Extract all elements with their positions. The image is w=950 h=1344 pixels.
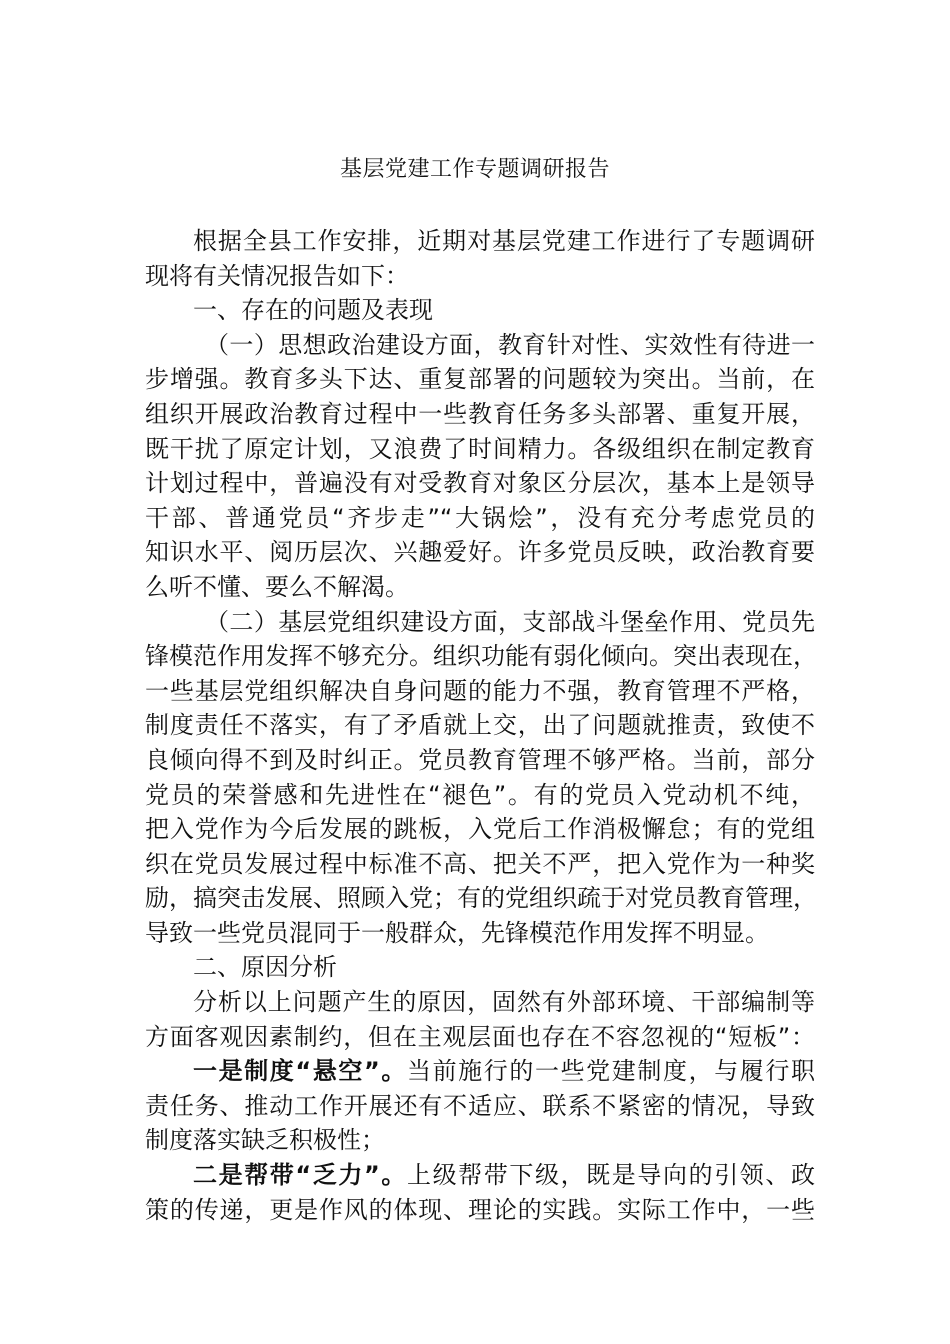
line-text: 当前施行的一些党建制度，与履行职 xyxy=(406,1057,816,1086)
paragraph-line: 良倾向得不到及时纠正。党员教育管理不够严格。当前，部分 xyxy=(145,745,815,774)
paragraph-line: 励，搞突击发展、照顾入党；有的党组织疏于对党员教育管理， xyxy=(145,884,817,913)
paragraph-line: 导致一些党员混同于一般群众，先锋模范作用发挥不明显。 xyxy=(145,918,769,947)
paragraph-line: 干部、普通党员“齐步走”“大锅烩”，没有充分考虑党员的 xyxy=(145,503,815,532)
paragraph-line: 把入党作为今后发展的跳板，入党后工作消极懈怠；有的党组 xyxy=(145,815,815,844)
section-heading: 二、原因分析 xyxy=(193,953,337,982)
paragraph-line: 责任务、推动工作开展还有不适应、联系不紧密的情况，导致 xyxy=(145,1091,815,1120)
paragraph-line: 根据全县工作安排，近期对基层党建工作进行了专题调研 xyxy=(193,227,815,255)
paragraph-line: 既干扰了原定计划，又浪费了时间精力。各级组织在制定教育 xyxy=(145,434,815,463)
paragraph-line: 织在党员发展过程中标准不高、把关不严，把入党作为一种奖 xyxy=(145,849,815,878)
paragraph-line: 么听不懂、要么不解渴。 xyxy=(145,572,409,601)
paragraph-line: 知识水平、阅历层次、兴趣爱好。许多党员反映，政治教育要 xyxy=(145,538,815,567)
paragraph-line: 分析以上问题产生的原因，固然有外部环境、干部编制等 xyxy=(193,988,815,1017)
paragraph-line xyxy=(145,1054,815,1089)
line-text: 上级帮带下级，既是导向的引领、政 xyxy=(406,1161,816,1190)
paragraph-line: 制度责任不落实，有了矛盾就上交，出了问题就推责，致使不 xyxy=(145,711,815,740)
paragraph-line: 方面客观因素制约，但在主观层面也存在不容忽视的“短板”： xyxy=(145,1022,815,1051)
bold-lead-text: 一是制度“悬空”。 xyxy=(193,1057,407,1086)
section-heading: 一、存在的问题及表现 xyxy=(193,296,433,325)
paragraph-line: 制度落实缺乏积极性； xyxy=(145,1126,385,1155)
paragraph-line: 党员的荣誉感和先进性在“褪色”。有的党员入党动机不纯， xyxy=(145,780,815,809)
page-title: 基层党建工作专题调研报告 xyxy=(339,157,610,182)
bold-lead-text: 二是帮带“乏力”。 xyxy=(193,1161,407,1190)
document-body xyxy=(145,224,815,1227)
paragraph-line: 计划过程中，普遍没有对受教育对象区分层次，基本上是领导 xyxy=(145,469,815,498)
paragraph-line xyxy=(145,1158,815,1193)
paragraph-line: （二）基层党组织建设方面，支部战斗堡垒作用、党员先 xyxy=(205,607,815,636)
paragraph-line: 一些基层党组织解决自身问题的能力不强，教育管理不严格， xyxy=(145,676,815,705)
paragraph-line: （一）思想政治建设方面，教育针对性、实效性有待进一 xyxy=(205,330,815,359)
paragraph-line: 步增强。教育多头下达、重复部署的问题较为突出。当前，在 xyxy=(145,365,815,394)
paragraph-line: 策的传递，更是作风的体现、理论的实践。实际工作中，一些 xyxy=(145,1195,815,1224)
paragraph-line: 现将有关情况报告如下： xyxy=(145,261,409,290)
paragraph-line: 组织开展政治教育过程中一些教育任务多头部署、重复开展， xyxy=(145,399,815,428)
paragraph-line: 锋模范作用发挥不够充分。组织功能有弱化倾向。突出表现在， xyxy=(145,642,817,671)
